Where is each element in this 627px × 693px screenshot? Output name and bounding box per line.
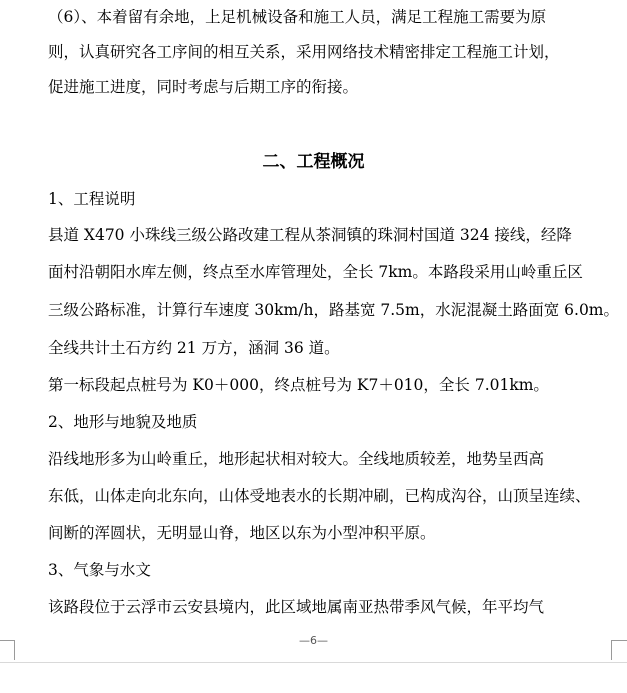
paragraph-line: 第一标段起点桩号为 K0＋000，终点桩号为 K7＋010，全长 7.01km。 <box>48 376 549 394</box>
subsection-title: 3、气象与水文 <box>48 561 151 579</box>
paragraph-line: 三级公路标准，计算行车速度 30km/h，路基宽 7.5m，水泥混凝土路面宽 6.0m。 <box>48 301 619 319</box>
paragraph-line: 沿线地形多为山岭重丘，地形起状相对较大。全线地质较差，地势呈西高 <box>48 450 545 468</box>
paragraph-line: 促进施工进度，同时考虑与后期工序的衔接。 <box>48 78 359 96</box>
paragraph-line: 全线共计土石方约 21 万方，涵洞 36 道。 <box>48 339 340 357</box>
page-number: —6— <box>299 634 328 647</box>
paragraph-line: （6）、本着留有余地，上足机械设备和施工人员，满足工程施工需要为原 <box>48 8 547 26</box>
paragraph-line: 县道 X470 小珠线三级公路改建工程从茶洞镇的珠洞村国道 324 接线，经降 <box>48 226 572 244</box>
paragraph-line: 面村沿朝阳水库左侧，终点至水库管理处，全长 7km。本路段采用山岭重丘区 <box>48 263 583 281</box>
paragraph-line: 间断的浑圆状，无明显山脊，地区以东为小型冲积平原。 <box>48 524 436 542</box>
section-heading: 二、工程概况 <box>262 152 365 172</box>
paragraph-line: 该路段位于云浮市云安县境内，此区域地属南亚热带季风气候，年平均气 <box>48 598 545 616</box>
paragraph-line: 东低，山体走向北东向，山体受地表水的长期冲刷，已构成沟谷，山顶呈连续、 <box>48 487 591 505</box>
page-divider <box>0 662 627 663</box>
subsection-title: 1、工程说明 <box>48 190 136 208</box>
subsection-title: 2、地形与地貌及地质 <box>48 413 198 431</box>
paragraph-line: 则，认真研究各工序间的相互关系，采用网络技术精密排定工程施工计划， <box>48 43 560 61</box>
